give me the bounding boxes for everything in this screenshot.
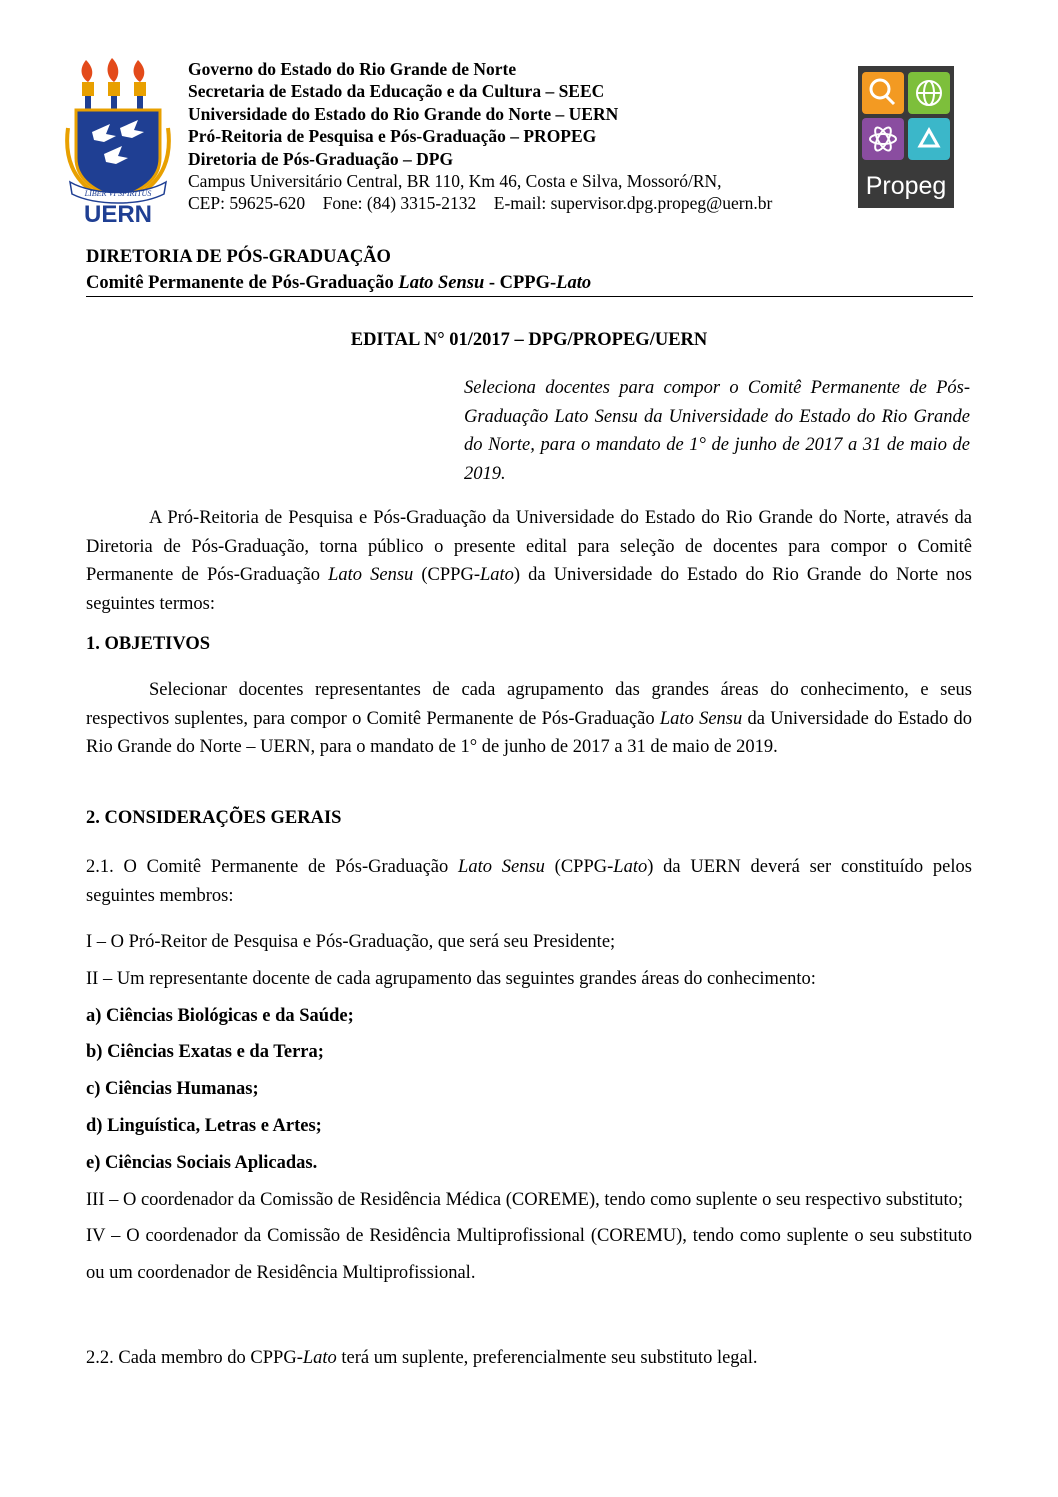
header-line-5: Diretoria de Pós-Graduação – DPG: [188, 148, 454, 169]
area-item: c) Ciências Humanas;: [86, 1079, 259, 1100]
committee-title-italic: Lato: [556, 273, 592, 293]
section-heading: 1. OBJETIVOS: [86, 634, 211, 654]
italic-run: Lato: [479, 565, 514, 586]
intro-paragraph: [86, 504, 972, 618]
propeg-logo: [858, 66, 954, 208]
italic-run: Lato: [302, 1348, 337, 1368]
logo-motto: LIBER VI SPIRITUS: [84, 189, 152, 198]
list-item: IV – O coordenador da Comissão de Residência Multiprofissional (COREMU), tendo como suplente o seu substituto ou um coordenador de Residência Multiprofissional.: [86, 1226, 972, 1284]
header-address: Campus Universitário Central, BR 110, Km 46, Costa e Silva, Mossoró/RN,: [188, 171, 722, 192]
header-line-4: Pró-Reitoria de Pesquisa e Pós-Graduação – PROPEG: [188, 126, 597, 147]
section-heading: 2. CONSIDERAÇÕES GERAIS: [86, 808, 342, 828]
propeg-logo-text: Propeg: [865, 172, 947, 200]
area-item: a) Ciências Biológicas e da Saúde;: [86, 1005, 354, 1026]
members-list: [86, 924, 972, 1292]
area-item: d) Linguística, Letras e Artes;: [86, 1115, 322, 1136]
text-run: 2.1. O Comitê Permanente de Pós-Graduação: [86, 857, 459, 877]
logo-text: UERN: [83, 201, 153, 226]
header-divider: [86, 296, 973, 297]
header-line-2: Secretaria de Estado da Educação e da Cultura – SEEC: [188, 81, 605, 102]
italic-run: Lato Sensu: [458, 857, 545, 877]
directorate-title: DIRETORIA DE PÓS-GRADUAÇÃO: [86, 247, 391, 267]
list-item: I – O Pró-Reitor de Pesquisa e Pós-Graduação, que será seu Presidente;: [86, 932, 616, 952]
edital-summary: Seleciona docentes para compor o Comitê Permanente de Pós-Graduação Lato Sensu da Universidade do Estado do Rio Grande do Norte, para o mandato de 1° de junho de 2017 a 31 de maio de 2019.: [464, 378, 970, 484]
header-line-3: Universidade do Estado do Rio Grande do Norte – UERN: [188, 103, 619, 124]
list-item: II – Um representante docente de cada agrupamento das seguintes grandes áreas do conhecimento:: [86, 968, 816, 989]
text-run: Selecionar docentes representantes de cada agrupamento das grandes áreas do conhecimento, e seus respectivos suplentes, para compor o Comitê Permanente de Pós-Graduação: [86, 680, 972, 729]
list-item: III – O coordenador da Comissão de Residência Médica (COREME), tendo como suplente o seu respectivo substituto;: [86, 1189, 964, 1210]
paragraph-2-1: [86, 853, 972, 910]
committee-title-italic: Lato Sensu: [398, 273, 485, 293]
committee-title-part: - CPPG-: [484, 273, 557, 293]
text-run: (CPPG-: [544, 857, 614, 877]
area-item: e) Ciências Sociais Aplicadas.: [86, 1152, 318, 1173]
italic-run: Lato Sensu: [328, 565, 414, 586]
text-run: ) da UERN deverá ser constituído pelos seguintes membros:: [86, 857, 972, 906]
edital-title: EDITAL N° 01/2017 – DPG/PROPEG/UERN: [350, 330, 708, 350]
text-run: (CPPG-: [413, 565, 480, 586]
text-run: A Pró-Reitoria de Pesquisa e Pós-Graduação da Universidade do Estado do Rio Grande do Norte, através da Diretoria de Pós-Graduação, torna público o presente edital para seleção de docentes para compor o Comitê Permanente de Pós-Graduação: [86, 508, 972, 586]
directorate-block: [86, 244, 591, 296]
committee-title-part: Comitê Permanente de Pós-Graduação: [86, 273, 399, 293]
committee-title: [86, 270, 591, 296]
text-run: ) da Universidade do Estado do Rio Grande do Norte nos seguintes termos:: [86, 565, 972, 614]
header-line-1: Governo do Estado do Rio Grande de Norte: [188, 59, 517, 79]
italic-run: Lato: [613, 857, 648, 877]
text-run: 2.2. Cada membro do CPPG-: [86, 1348, 303, 1368]
italic-run: Lato Sensu: [659, 708, 743, 729]
objectives-paragraph: [86, 676, 972, 762]
uern-logo: [64, 58, 172, 226]
text-run: terá um suplente, preferencialmente seu substituto legal.: [336, 1348, 758, 1368]
area-item: b) Ciências Exatas e da Terra;: [86, 1042, 324, 1063]
institution-header: [188, 58, 848, 215]
header-contact: CEP: 59625-620 Fone: (84) 3315-2132 E-mail: supervisor.dpg.propeg@uern.br: [188, 193, 773, 214]
torch-icon: [82, 58, 146, 110]
paragraph-2-2: [86, 1348, 972, 1369]
text-run: da Universidade do Estado do Rio Grande do Norte – UERN, para o mandato de 1° de junho de 2017 a 31 de maio de 2019.: [86, 708, 972, 758]
